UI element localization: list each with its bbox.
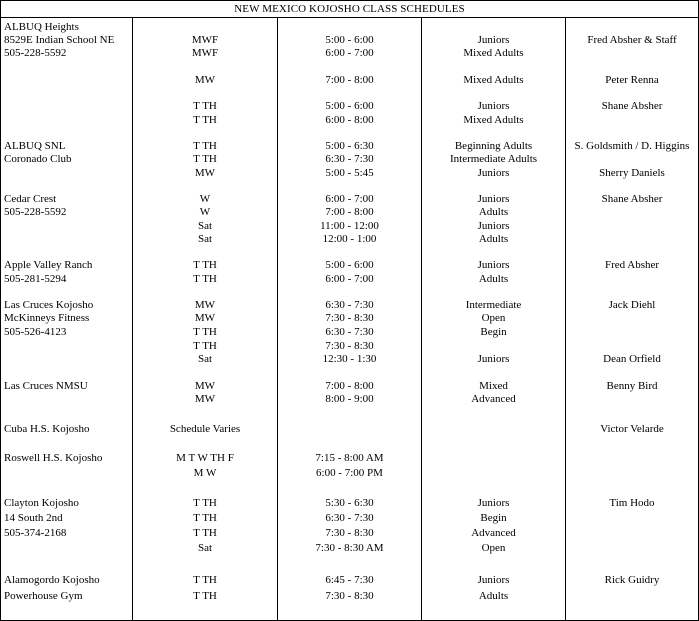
time-cell: 7:30 - 8:30 AM bbox=[315, 542, 384, 554]
time-cell: 5:30 - 6:30 bbox=[325, 497, 374, 509]
days-cell: T TH bbox=[193, 114, 217, 126]
class-cell: Mixed bbox=[479, 380, 508, 392]
class-cell: Intermediate bbox=[465, 299, 522, 311]
instructor-cell: S. Goldsmith / D. Higgins bbox=[574, 140, 690, 152]
time-cell: 5:00 - 5:45 bbox=[325, 167, 374, 179]
days-cell: T TH bbox=[193, 340, 217, 352]
instructor-cell: Sherry Daniels bbox=[599, 167, 665, 179]
class-cell: Juniors bbox=[477, 34, 510, 46]
instructor-cell: Victor Velarde bbox=[600, 423, 664, 435]
class-cell: Juniors bbox=[477, 574, 510, 586]
location-cell: McKinneys Fitness bbox=[4, 312, 90, 324]
time-cell: 7:15 - 8:00 AM bbox=[315, 452, 384, 464]
instructor-cell bbox=[566, 326, 698, 339]
instructor-cell bbox=[566, 452, 698, 465]
time-cell: 6:30 - 7:30 bbox=[325, 299, 374, 311]
time-cell: 6:00 - 8:00 bbox=[325, 114, 374, 126]
instructor-cell bbox=[566, 542, 698, 555]
location-cell: 505-374-2168 bbox=[4, 527, 67, 539]
days-cell: Schedule Varies bbox=[169, 423, 241, 435]
instructor-cell: Fred Absher & Staff bbox=[587, 34, 677, 46]
location-cell: Clayton Kojosho bbox=[4, 497, 79, 509]
days-cell: MWF bbox=[191, 47, 219, 59]
instructor-cell bbox=[566, 527, 698, 540]
days-cell: T TH bbox=[193, 497, 217, 509]
instructor-cell: Fred Absher bbox=[604, 259, 660, 271]
time-cell bbox=[278, 21, 421, 34]
days-cell: M W bbox=[193, 467, 217, 479]
class-cell bbox=[422, 21, 565, 34]
instructor-cell: Dean Orfield bbox=[603, 353, 661, 365]
days-cell: T TH bbox=[193, 100, 217, 112]
days-cell: W bbox=[199, 206, 211, 218]
location-cell: Las Cruces Kojosho bbox=[4, 299, 94, 311]
class-cell: Juniors bbox=[477, 353, 510, 365]
time-cell: 7:00 - 8:00 bbox=[325, 74, 374, 86]
days-cell: T TH bbox=[193, 153, 217, 165]
instructor-cell bbox=[566, 273, 698, 286]
time-cell: 7:30 - 8:30 bbox=[325, 312, 374, 324]
class-cell: Open bbox=[481, 312, 506, 324]
instructor-cell bbox=[566, 467, 698, 480]
location-cell: 8529E Indian School NE bbox=[4, 34, 115, 46]
class-cell: Juniors bbox=[477, 100, 510, 112]
instructor-cell: Jack Diehl bbox=[608, 299, 656, 311]
class-cell: Juniors bbox=[477, 193, 510, 205]
days-cell: T TH bbox=[193, 590, 217, 602]
time-cell: 5:00 - 6:00 bbox=[325, 259, 374, 271]
class-cell bbox=[422, 452, 565, 465]
class-cell: Juniors bbox=[477, 167, 510, 179]
time-cell: 11:00 - 12:00 bbox=[320, 220, 379, 232]
title-text: NEW MEXICO KOJOSHO CLASS SCHEDULES bbox=[234, 3, 465, 15]
days-cell: T TH bbox=[193, 326, 217, 338]
instructor-cell bbox=[566, 393, 698, 406]
time-cell: 8:00 - 9:00 bbox=[325, 393, 374, 405]
days-cell: MW bbox=[194, 299, 216, 311]
days-cell: T TH bbox=[193, 512, 217, 524]
class-cell: Adults bbox=[478, 206, 509, 218]
instructor-cell bbox=[566, 153, 698, 166]
days-cell: W bbox=[199, 193, 211, 205]
class-cell: Begin bbox=[480, 326, 507, 338]
days-cell: MW bbox=[194, 312, 216, 324]
time-cell: 12:30 - 1:30 bbox=[322, 353, 377, 365]
class-cell: Mixed Adults bbox=[463, 47, 524, 59]
class-cell bbox=[422, 340, 565, 353]
time-cell: 7:30 - 8:30 bbox=[325, 340, 374, 352]
class-cell bbox=[422, 423, 565, 436]
time-cell: 5:00 - 6:00 bbox=[325, 100, 374, 112]
location-cell: Alamogordo Kojosho bbox=[4, 574, 100, 586]
instructor-cell bbox=[566, 114, 698, 127]
class-cell bbox=[422, 467, 565, 480]
time-cell: 6:00 - 7:00 PM bbox=[316, 467, 383, 479]
class-cell: Juniors bbox=[477, 220, 510, 232]
location-cell: 505-526-4123 bbox=[4, 326, 67, 338]
time-cell: 6:30 - 7:30 bbox=[325, 326, 374, 338]
days-cell: MW bbox=[194, 393, 216, 405]
location-cell: Apple Valley Ranch bbox=[4, 259, 93, 271]
time-cell: 12:00 - 1:00 bbox=[322, 233, 377, 245]
days-cell: T TH bbox=[193, 273, 217, 285]
time-cell: 7:00 - 8:00 bbox=[325, 380, 374, 392]
location-cell: Powerhouse Gym bbox=[4, 590, 83, 602]
class-cell: Intermediate Adults bbox=[449, 153, 538, 165]
time-cell: 6:00 - 7:00 bbox=[325, 273, 374, 285]
time-cell: 6:00 - 7:00 bbox=[325, 193, 374, 205]
time-cell: 6:45 - 7:30 bbox=[325, 574, 374, 586]
location-cell: ALBUQ Heights bbox=[4, 21, 79, 33]
time-cell: 6:00 - 7:00 bbox=[325, 47, 374, 59]
days-cell: Sat bbox=[197, 542, 213, 554]
instructor-cell bbox=[566, 233, 698, 246]
instructor-cell: Benny Bird bbox=[606, 380, 658, 392]
days-cell: T TH bbox=[193, 574, 217, 586]
days-cell: T TH bbox=[193, 527, 217, 539]
time-cell: 5:00 - 6:00 bbox=[325, 34, 374, 46]
location-cell: 505-281-5294 bbox=[4, 273, 67, 285]
location-cell: Cuba H.S. Kojosho bbox=[4, 423, 90, 435]
class-cell: Beginning Adults bbox=[454, 140, 533, 152]
instructor-cell bbox=[566, 47, 698, 60]
days-cell bbox=[133, 21, 277, 34]
class-cell: Open bbox=[481, 542, 506, 554]
time-cell: 5:00 - 6:30 bbox=[325, 140, 374, 152]
days-cell: T TH bbox=[193, 140, 217, 152]
instructor-cell bbox=[566, 340, 698, 353]
class-cell: Mixed Adults bbox=[463, 74, 524, 86]
days-cell: Sat bbox=[197, 233, 213, 245]
instructor-cell: Rick Guidry bbox=[604, 574, 660, 586]
location-cell: Cedar Crest bbox=[4, 193, 57, 205]
class-cell: Mixed Adults bbox=[463, 114, 524, 126]
time-cell: 6:30 - 7:30 bbox=[325, 153, 374, 165]
class-cell: Begin bbox=[480, 512, 507, 524]
location-cell: 14 South 2nd bbox=[4, 512, 63, 524]
schedule-rows bbox=[1, 1, 698, 620]
days-cell: MW bbox=[194, 380, 216, 392]
location-cell: Coronado Club bbox=[4, 153, 72, 165]
class-cell: Juniors bbox=[477, 259, 510, 271]
days-cell: Sat bbox=[197, 353, 213, 365]
class-cell: Adults bbox=[478, 590, 509, 602]
location-cell: Roswell H.S. Kojosho bbox=[4, 452, 103, 464]
instructor-cell: Shane Absher bbox=[601, 193, 663, 205]
location-cell: 505-228-5592 bbox=[4, 206, 67, 218]
days-cell: M T W TH F bbox=[176, 452, 234, 464]
days-cell: MW bbox=[194, 74, 216, 86]
class-cell: Advanced bbox=[471, 527, 516, 539]
instructor-cell bbox=[566, 590, 698, 603]
location-cell: Las Cruces NMSU bbox=[4, 380, 88, 392]
instructor-cell bbox=[566, 206, 698, 219]
instructor-cell bbox=[566, 312, 698, 325]
time-cell: 7:30 - 8:30 bbox=[325, 527, 374, 539]
class-cell: Adults bbox=[478, 273, 509, 285]
instructor-cell: Shane Absher bbox=[601, 100, 663, 112]
time-cell: 6:30 - 7:30 bbox=[325, 512, 374, 524]
instructor-cell bbox=[566, 21, 698, 34]
days-cell: MWF bbox=[191, 34, 219, 46]
class-cell: Juniors bbox=[477, 497, 510, 509]
instructor-cell bbox=[566, 220, 698, 233]
location-cell: 505-228-5592 bbox=[4, 47, 67, 59]
instructor-cell bbox=[566, 512, 698, 525]
time-cell: 7:30 - 8:30 bbox=[325, 590, 374, 602]
class-cell: Advanced bbox=[471, 393, 516, 405]
days-cell: Sat bbox=[197, 220, 213, 232]
days-cell: T TH bbox=[193, 259, 217, 271]
instructor-cell: Tim Hodo bbox=[609, 497, 655, 509]
instructor-cell: Peter Renna bbox=[605, 74, 659, 86]
class-cell: Adults bbox=[478, 233, 509, 245]
time-cell bbox=[278, 423, 421, 436]
location-cell: ALBUQ SNL bbox=[4, 140, 66, 152]
time-cell: 7:00 - 8:00 bbox=[325, 206, 374, 218]
days-cell: MW bbox=[194, 167, 216, 179]
